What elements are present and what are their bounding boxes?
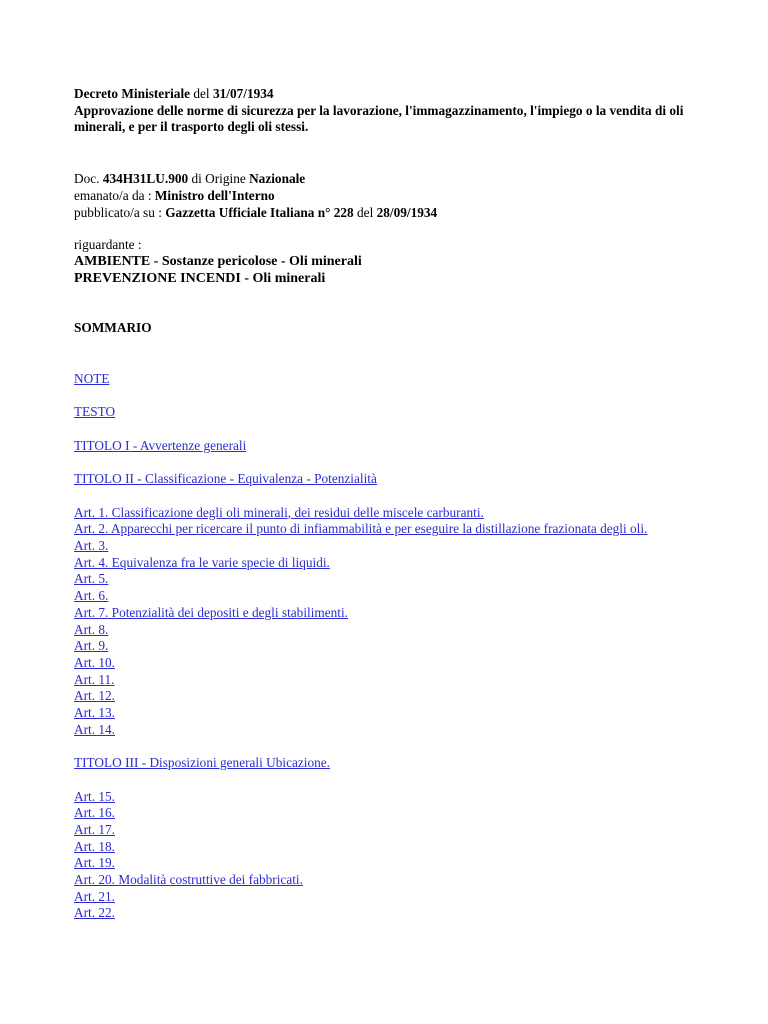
pub-date: 28/09/1934 <box>376 204 438 220</box>
doc-code-line <box>74 171 714 188</box>
toc-link-art-16[interactable]: Art. 16. <box>74 805 115 821</box>
toc-link-art-7[interactable]: Art. 7. Potenzialità dei depositi e degli stabilimenti. <box>74 604 349 620</box>
toc-link-art-6[interactable]: Art. 6. <box>74 588 109 604</box>
regarding-label: riguardante : <box>74 237 142 253</box>
table-of-contents <box>74 371 714 922</box>
regarding-section <box>74 237 714 287</box>
publication: Gazzetta Ufficiale Italiana n° 228 <box>165 204 354 220</box>
toc-link-titolo-1[interactable]: TITOLO I - Avvertenze generali <box>74 437 247 453</box>
toc-link-art-18[interactable]: Art. 18. <box>74 838 115 854</box>
toc-link-art-21[interactable]: Art. 21. <box>74 888 115 904</box>
toc-link-art-2[interactable]: Art. 2. Apparecchi per ricercare il punto di infiammabilità e per eseguire la distillazione frazionata degli oli. <box>74 521 648 537</box>
toc-link-art-19[interactable]: Art. 19. <box>74 855 115 871</box>
toc-link-art-4[interactable]: Art. 4. Equivalenza fra le varie specie di liquidi. <box>74 554 330 570</box>
toc-link-art-13[interactable]: Art. 13. <box>74 705 115 721</box>
decree-date: 31/07/1934 <box>212 86 274 101</box>
published-line <box>74 205 714 222</box>
issued-by-line <box>74 188 714 205</box>
doc-prefix: Doc. <box>74 171 103 187</box>
decree-line <box>74 86 714 103</box>
decree-date-prefix: del <box>190 86 213 101</box>
doc-origin: Nazionale <box>249 171 306 187</box>
toc-link-art-10[interactable]: Art. 10. <box>74 654 115 670</box>
toc-link-art-8[interactable]: Art. 8. <box>74 621 109 637</box>
toc-link-art-20[interactable]: Art. 20. Modalità costruttive dei fabbricati. <box>74 872 303 888</box>
document-info <box>74 171 714 221</box>
decree-type: Decreto Ministeriale <box>74 86 191 101</box>
toc-link-art-15[interactable]: Art. 15. <box>74 788 115 804</box>
regarding-topic: AMBIENTE - Sostanze pericolose - Oli minerali <box>74 253 362 269</box>
summary-title: SOMMARIO <box>74 320 152 336</box>
published-prefix: pubblicato/a su : <box>74 204 166 220</box>
toc-link-art-22[interactable]: Art. 22. <box>74 905 115 921</box>
regarding-topic: PREVENZIONE INCENDI - Oli minerali <box>74 270 326 286</box>
decree-header <box>74 86 714 136</box>
issued-by: Ministro dell'Interno <box>154 187 275 203</box>
pub-date-prefix: del <box>353 204 377 220</box>
toc-link-art-9[interactable]: Art. 9. <box>74 638 109 654</box>
toc-link-art-11[interactable]: Art. 11. <box>74 671 115 687</box>
toc-link-art-14[interactable]: Art. 14. <box>74 721 115 737</box>
decree-title: Approvazione delle norme di sicurezza per la lavorazione, l'immagazzinamento, l'impiego o la vendita di oli minerali, e per il trasporto degli oli stessi. <box>74 102 684 135</box>
toc-group-titolo-2 <box>74 505 714 739</box>
toc-link-titolo-3[interactable]: TITOLO III - Disposizioni generali Ubicazione. <box>74 755 331 771</box>
toc-link-art-12[interactable]: Art. 12. <box>74 688 115 704</box>
toc-group-titolo-3 <box>74 789 714 923</box>
toc-link-art-3[interactable]: Art. 3. <box>74 538 109 553</box>
toc-link-art-5[interactable]: Art. 5. <box>74 571 109 587</box>
origin-prefix: di Origine <box>188 171 250 187</box>
toc-link-art-17[interactable]: Art. 17. <box>74 821 115 837</box>
toc-link-note[interactable]: NOTE <box>74 371 110 387</box>
toc-link-art-1[interactable]: Art. 1. Classificazione degli oli minerali, dei residui delle miscele carburanti. <box>74 504 484 520</box>
document-page <box>74 86 714 939</box>
toc-link-testo[interactable]: TESTO <box>74 404 116 420</box>
doc-code: 434H31LU.900 <box>102 171 189 187</box>
issued-prefix: emanato/a da : <box>74 187 155 203</box>
toc-link-titolo-2[interactable]: TITOLO II - Classificazione - Equivalenza - Potenzialità <box>74 471 377 487</box>
